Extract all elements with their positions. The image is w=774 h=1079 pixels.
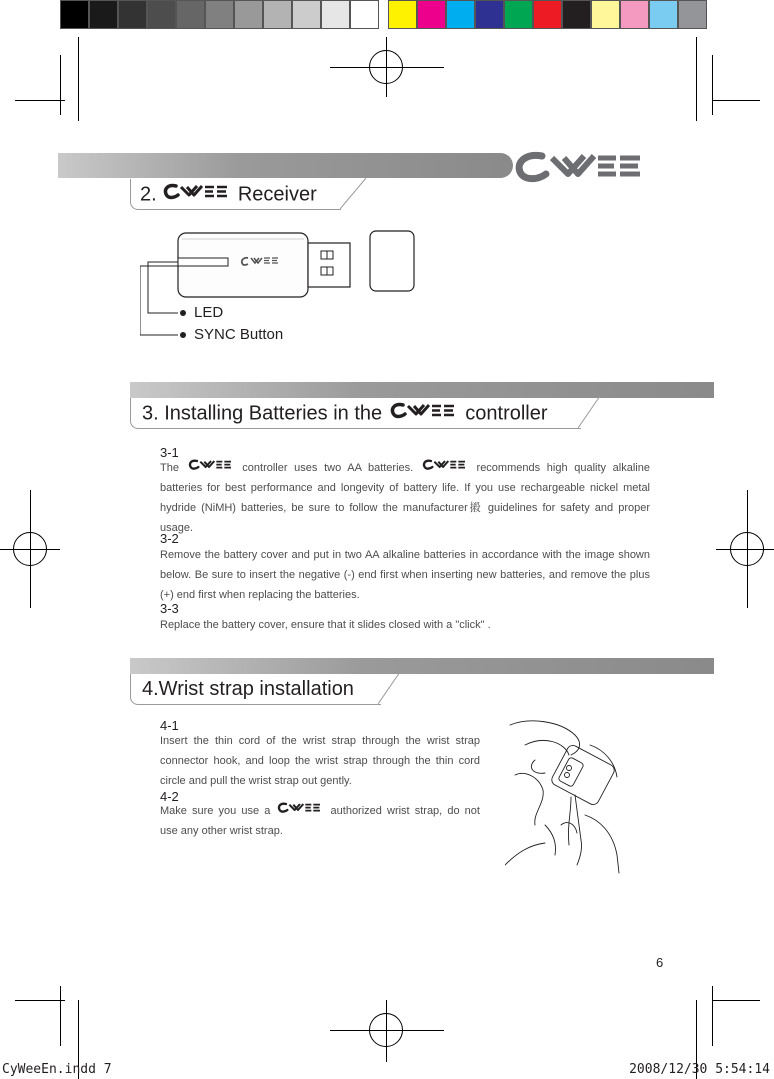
step-text-part: recommends high quality alkaline batteries for best performance and longevity of battery life. If you use rechargeable nickel metal hydride (NiMH) batteries, be sure to follow the manufacturer摋 guidelines for safety and proper usage.	[160, 462, 650, 535]
color-swatch	[533, 0, 562, 29]
section-band	[130, 658, 714, 674]
step-text-part: The	[160, 462, 179, 474]
section-receiver-title	[140, 183, 317, 207]
callout-dot	[180, 310, 186, 316]
registration-mark	[369, 1013, 403, 1047]
footer-file-info: CyWeeEn.indd 7	[2, 1062, 112, 1077]
tab-slant-line	[378, 672, 408, 711]
footer-timestamp: 2008/12/30 5:54:14	[629, 1062, 770, 1077]
page-number: 6	[656, 955, 664, 970]
step-text: Replace the battery cover, ensure that it slides closed with a "click" .	[160, 619, 491, 631]
crop-mark	[712, 55, 713, 115]
color-swatch	[649, 0, 678, 29]
color-swatch	[388, 0, 417, 29]
crop-mark	[78, 37, 79, 121]
gray-swatch	[263, 0, 292, 29]
crop-mark	[712, 1000, 760, 1001]
step-heading: 4-2	[160, 789, 179, 804]
color-swatch	[678, 0, 707, 29]
color-swatch	[446, 0, 475, 29]
header-band	[58, 153, 513, 178]
brand-logo-inline	[420, 458, 470, 478]
crop-mark	[15, 100, 65, 101]
color-swatch	[562, 0, 591, 29]
crop-mark	[712, 986, 713, 1046]
registration-mark	[730, 532, 764, 566]
step-text: Remove the battery cover and put in two AA alkaline batteries in accordance with the image shown below. Be sure to insert the negative (-) end first when inserting new batteries, and remove the plus (+) end first when replacing the batteries.	[160, 549, 650, 601]
gray-swatch	[292, 0, 321, 29]
color-swatch	[620, 0, 649, 29]
tab-slant-line	[340, 178, 370, 217]
section-number: 2.	[140, 183, 157, 206]
color-swatch	[475, 0, 504, 29]
gray-swatch	[321, 0, 350, 29]
gray-swatch	[89, 0, 118, 29]
step-text-part: Make sure you use a	[160, 805, 271, 817]
color-swatch	[417, 0, 446, 29]
step-text: Insert the thin cord of the wrist strap through the wrist strap connector hook, and loop the wrist strap through the thin cord circle and pull the wrist strap out gently.	[160, 735, 480, 787]
step-text-part: controller uses two AA batteries.	[242, 462, 414, 474]
step-heading: 3-1	[160, 445, 179, 460]
section-title-text: Receiver	[237, 183, 317, 206]
section-band	[130, 382, 714, 398]
brand-logo-inline	[388, 402, 460, 426]
step-text-part: authorized wrist strap, do not use any other wrist strap.	[160, 805, 480, 838]
gray-swatch	[176, 0, 205, 29]
wrist-strap-illustration	[505, 715, 635, 875]
crop-mark	[15, 1000, 65, 1001]
crop-mark	[712, 100, 760, 101]
crop-mark	[696, 37, 697, 121]
callout-led: LED	[194, 304, 224, 321]
gray-swatch	[350, 0, 379, 29]
step-heading: 3-3	[160, 601, 179, 616]
gray-swatch	[234, 0, 263, 29]
section-number: 3.	[142, 402, 159, 425]
gray-swatch	[147, 0, 176, 29]
usb-receiver-illustration	[140, 225, 430, 345]
brand-logo-large	[512, 150, 652, 184]
tab-slant-line	[578, 396, 608, 435]
gray-swatch	[205, 0, 234, 29]
section-title-text: Installing Batteries in the	[164, 402, 383, 425]
color-calibration-bar	[60, 0, 707, 31]
section-wrist-title: 4.Wrist strap installation	[142, 678, 354, 700]
brand-logo-inline	[162, 183, 232, 207]
crop-mark	[60, 55, 61, 115]
gray-swatch	[60, 0, 89, 29]
section-title-text: controller	[465, 402, 548, 425]
gray-swatch	[118, 0, 147, 29]
color-swatch	[591, 0, 620, 29]
crop-mark	[60, 986, 61, 1046]
brand-logo-inline	[275, 801, 325, 821]
section-batteries-title	[142, 402, 548, 426]
step-text	[160, 801, 480, 841]
step-text	[160, 458, 650, 538]
callout-dot	[180, 332, 186, 338]
registration-mark	[369, 50, 403, 84]
step-heading: 4-1	[160, 718, 179, 733]
registration-mark	[13, 532, 47, 566]
callout-sync-button: SYNC Button	[194, 326, 284, 343]
step-heading: 3-2	[160, 531, 179, 546]
color-swatch	[504, 0, 533, 29]
brand-logo-inline	[186, 458, 236, 478]
